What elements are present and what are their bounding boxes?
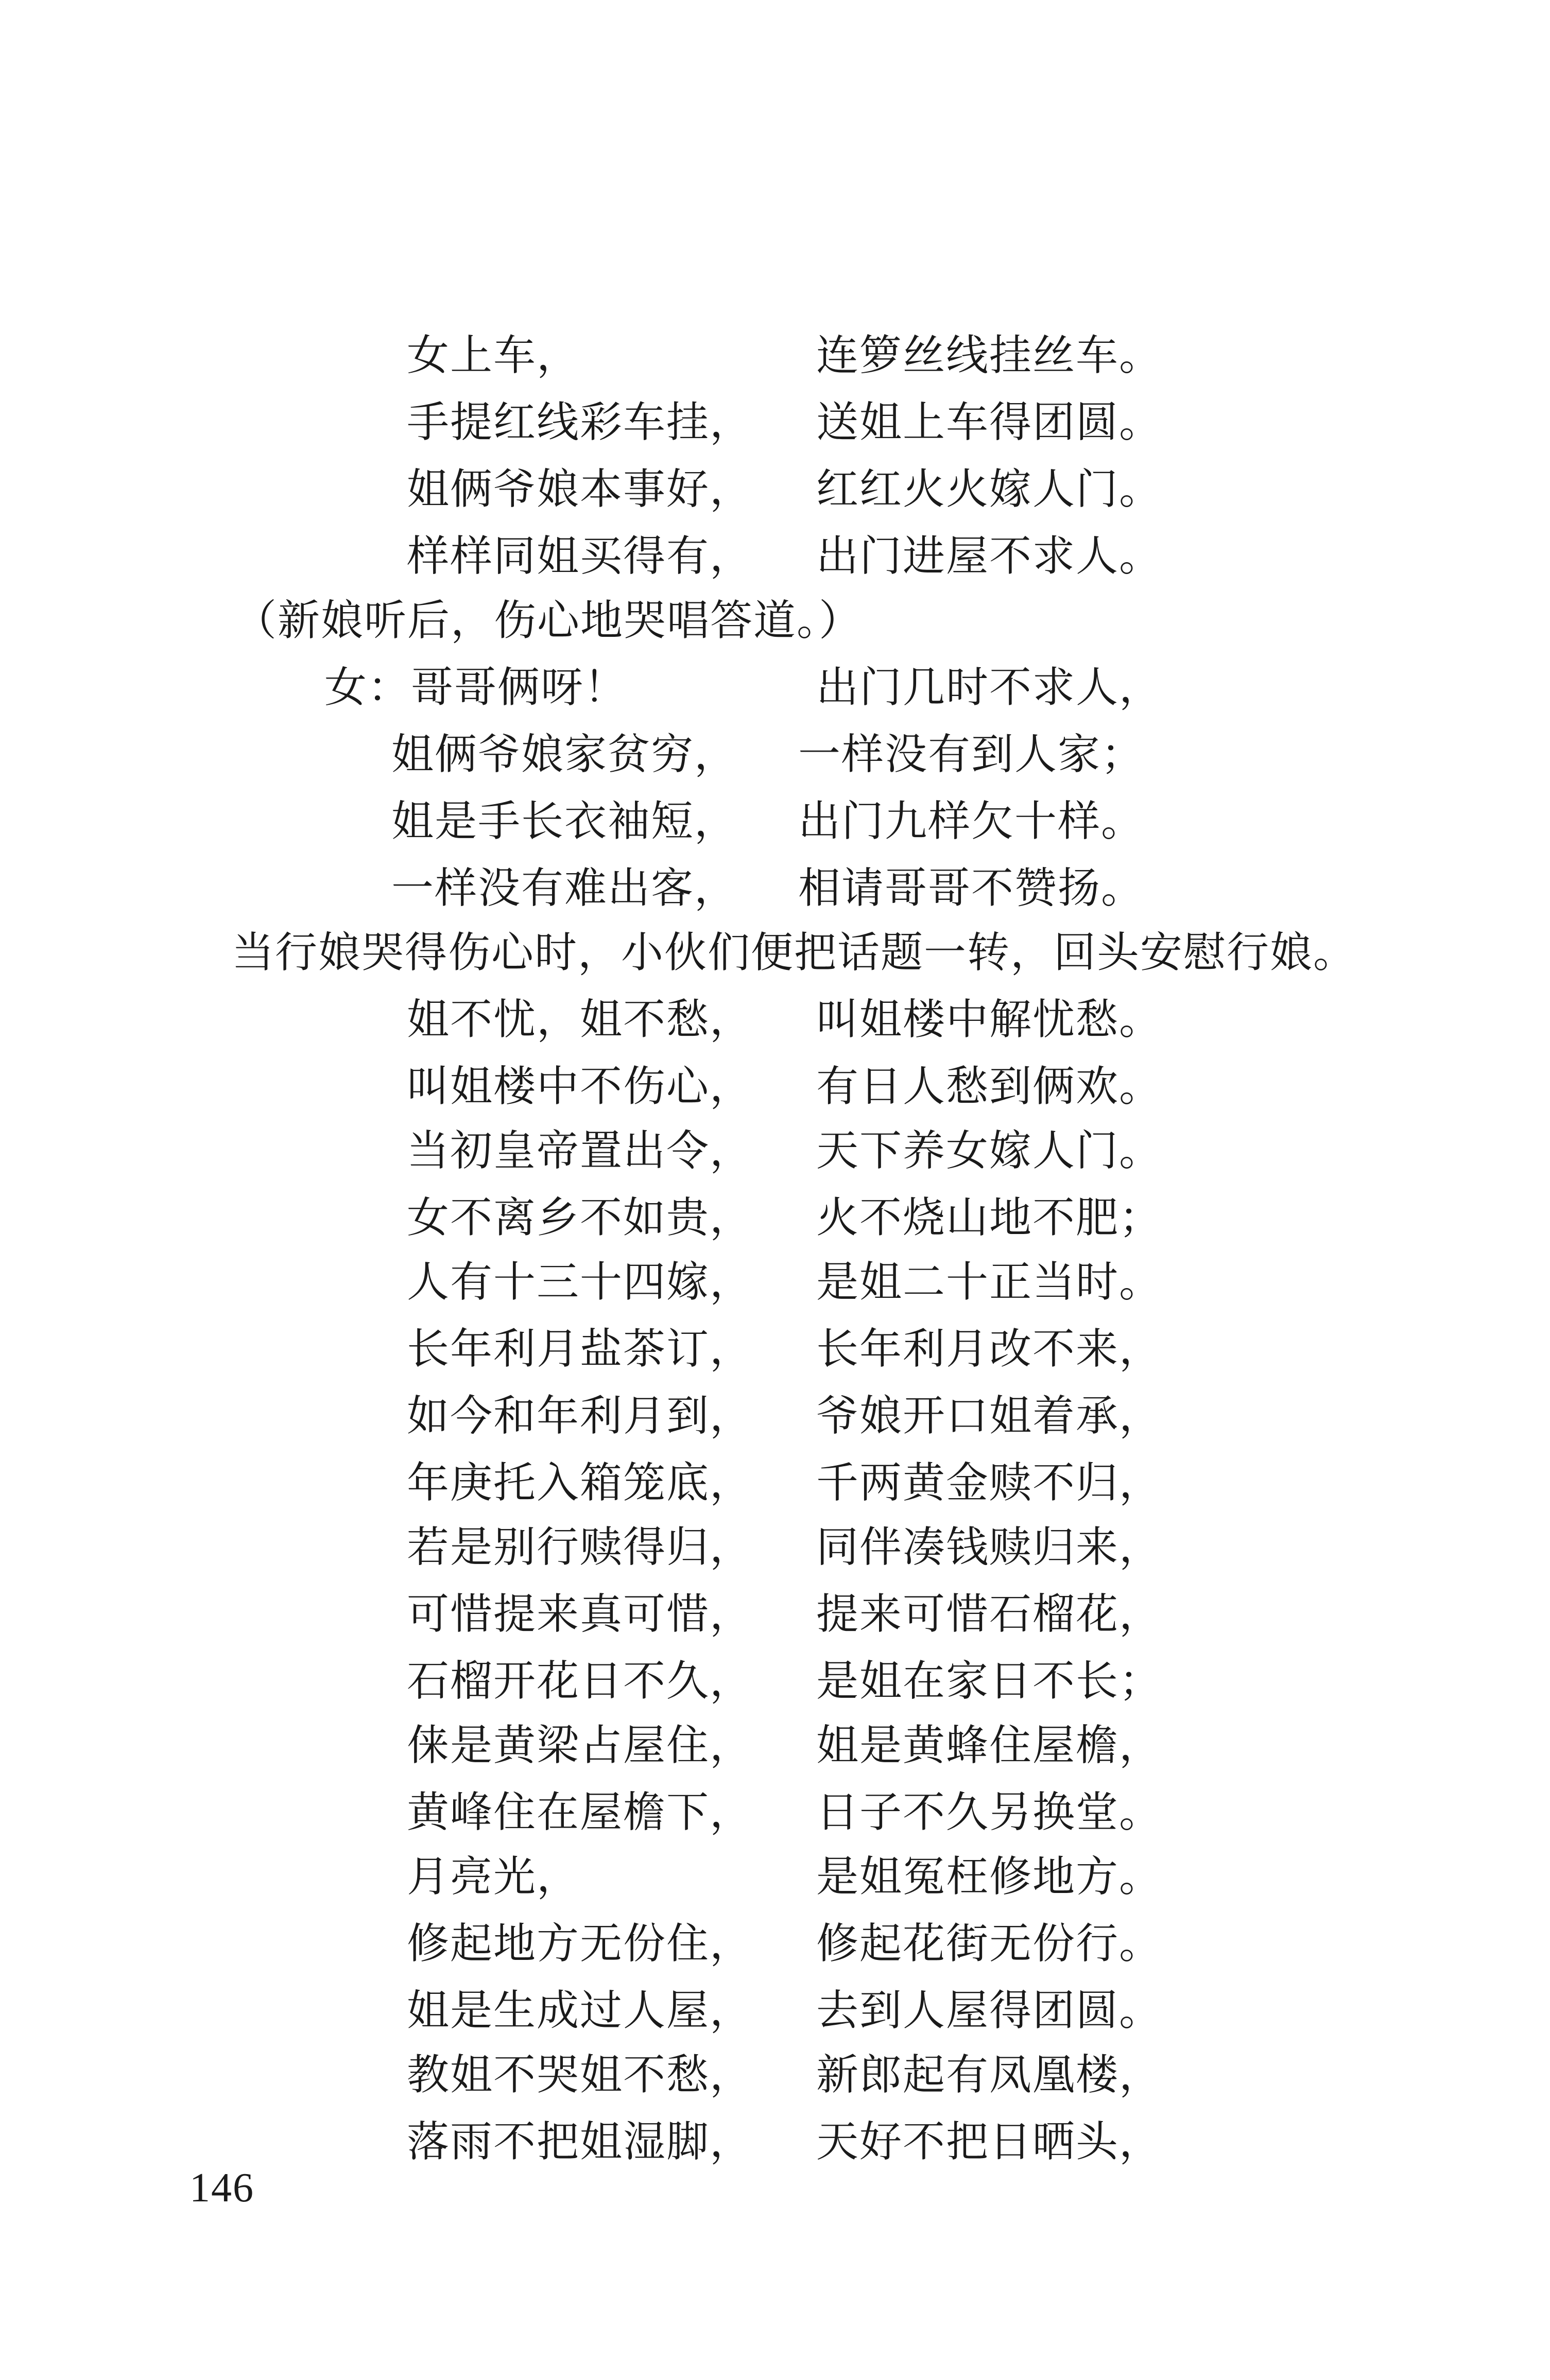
verse-left: 当初皇帝置出令， (407, 1126, 753, 1175)
narration: 当行娘哭得伤心时，小伙们便把话题一转，回头安慰行娘。 (232, 928, 1357, 977)
verse-right: 叫姐楼中解忧愁。 (816, 995, 1163, 1044)
page-number: 146 (190, 2165, 254, 2211)
verse-left: 手提红线彩车挂， (407, 398, 753, 447)
verse-right: 日子不久另换堂。 (816, 1788, 1163, 1837)
verse-right: 是姐在家日不长； (816, 1657, 1163, 1706)
verse-left: 姐俩爷娘本事好， (407, 465, 753, 514)
verse-left: 叫姐楼中不伤心， (407, 1062, 753, 1111)
verse-left: 女不离乡不如贵， (407, 1193, 753, 1242)
verse-right: 千两黄金赎不归， (816, 1458, 1163, 1507)
verse-left: 姐是生成过人屋， (407, 1986, 753, 2035)
verse-right: 相请哥哥不赞扬。 (798, 864, 1145, 913)
verse-left: 一样没有难出客， (391, 864, 738, 913)
verse-left: 修起地方无份住， (407, 1919, 753, 1968)
verse-left: 月亮光， (407, 1852, 580, 1901)
verse-right: 连箩丝线挂丝车。 (816, 331, 1163, 380)
verse-left: 若是别行赎得归， (407, 1523, 753, 1572)
verse-left: 如今和年利月到， (407, 1392, 753, 1440)
verse-left: 石榴开花日不久， (407, 1657, 753, 1706)
verse-right: 新郎起有凤凰楼， (816, 2051, 1163, 2099)
verse-right: 出门进屋不求人。 (816, 532, 1163, 581)
verse-right: 天下养女嫁人门。 (816, 1126, 1163, 1175)
verse-right: 去到人屋得团圆。 (816, 1986, 1163, 2035)
verse-right: 长年利月改不来， (816, 1325, 1163, 1374)
verse-left: 落雨不把姐湿脚， (407, 2117, 753, 2166)
verse-right: 爷娘开口姐着承， (816, 1392, 1163, 1440)
verse-right: 是姐冤枉修地方。 (816, 1852, 1163, 1901)
verse-left: 姐俩爷娘家贫穷， (391, 730, 738, 779)
verse-left: 样样同姐买得有， (407, 532, 753, 581)
verse-right: 姐是黄蜂住屋檐， (816, 1721, 1163, 1770)
verse-left: 俫是黄梁占屋住， (407, 1721, 753, 1770)
verse-right: 天好不把日晒头， (816, 2117, 1163, 2166)
speaker-line-right: 出门几时不求人， (816, 663, 1163, 712)
verse-right: 红红火火嫁人门。 (816, 465, 1163, 514)
verse-left: 女上车， (407, 331, 580, 380)
speaker-line-left: 女：哥哥俩呀！ (324, 663, 628, 712)
verse-left: 教姐不哭姐不愁， (407, 2051, 753, 2099)
verse-left: 长年利月盐茶订， (407, 1325, 753, 1374)
verse-left: 姐不忧，姐不愁， (407, 995, 753, 1044)
verse-right: 一样没有到人家； (798, 730, 1145, 779)
verse-left: 姐是手长衣袖短， (391, 797, 738, 846)
verse-right: 修起花街无份行。 (816, 1919, 1163, 1968)
verse-right: 送姐上车得团圆。 (816, 398, 1163, 447)
verse-right: 同伴凑钱赎归来， (816, 1523, 1163, 1572)
verse-right: 火不烧山地不肥； (816, 1193, 1163, 1242)
verse-right: 提来可惜石榴花， (816, 1590, 1163, 1639)
narration: （新娘听后，伤心地哭唱答道。） (234, 596, 863, 645)
verse-left: 可惜提来真可惜， (407, 1590, 753, 1639)
verse-left: 黄峰住在屋檐下， (407, 1788, 753, 1837)
verse-right: 有日人愁到俩欢。 (816, 1062, 1163, 1111)
verse-left: 人有十三十四嫁， (407, 1258, 753, 1307)
verse-left: 年庚托入箱笼底， (407, 1458, 753, 1507)
verse-right: 是姐二十正当时。 (816, 1258, 1163, 1307)
verse-right: 出门九样欠十样。 (798, 797, 1145, 846)
